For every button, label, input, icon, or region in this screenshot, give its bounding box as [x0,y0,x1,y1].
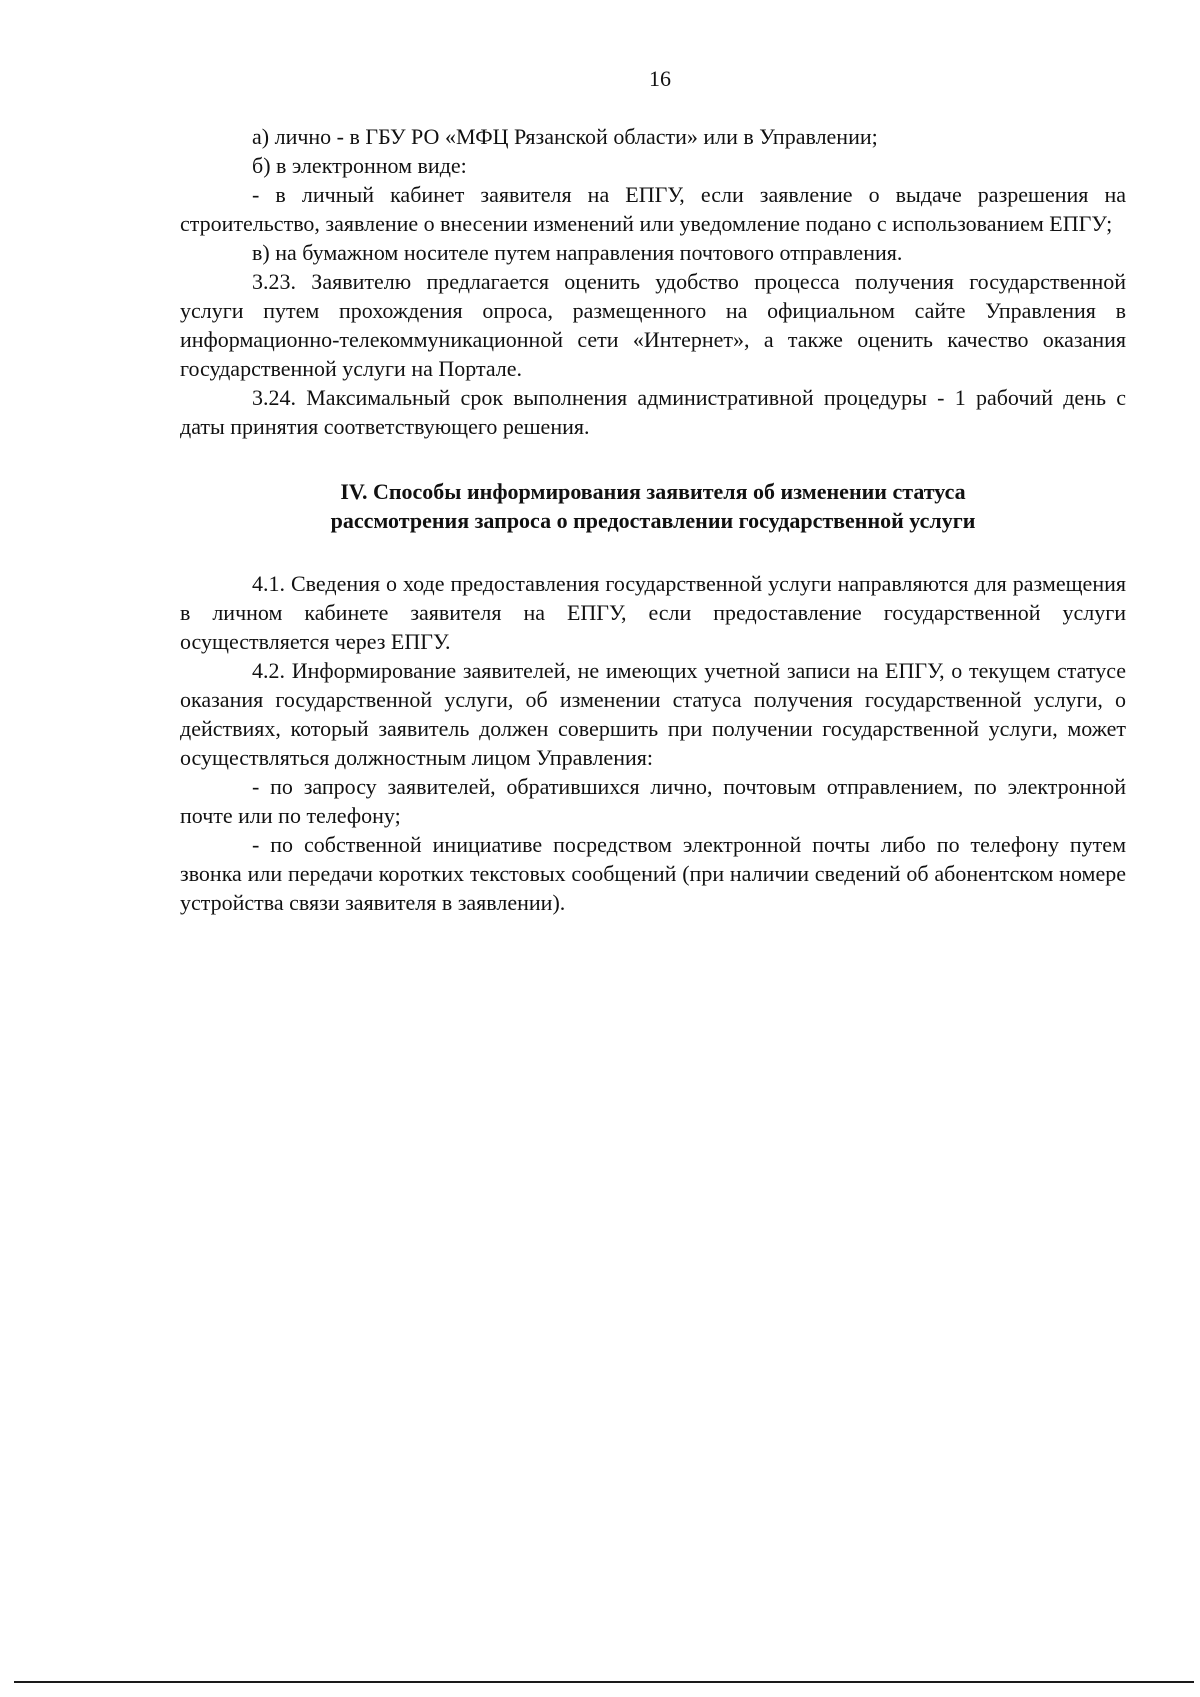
section-heading-line-1: IV. Способы информирования заявителя об изменении статуса [340,479,966,504]
paragraph-personal-delivery: а) лично - в ГБУ РО «МФЦ Рязанской области» или в Управлении; [252,124,878,149]
paragraph-electronic-form: б) в электронном виде: [252,153,467,178]
bottom-divider [14,1681,1194,1683]
page-number: 16 [649,66,671,91]
paragraph-paper-delivery: в) на бумажном носителе путем направления почтового отправления. [252,240,903,265]
paragraph-on-request: - по запросу заявителей, обратившихся лично, почтовым отправлением, по электронной почте или по телефону; [180,774,1126,828]
paragraph-3-23: 3.23. Заявителю предлагается оценить удобство процесса получения государственной услуги путем прохождения опроса, размещенного на официальном сайте Управления в информационно-телекоммуникационной сети «Интернет», а также оценить качество оказания государственной услуги на Портале. [180,269,1126,381]
document-body [180,122,1126,917]
section-heading [180,477,1126,535]
paragraph-3-24: 3.24. Максимальный срок выполнения административной процедуры - 1 рабочий день с даты принятия соответствующего решения. [180,385,1126,439]
paragraph-personal-account: - в личный кабинет заявителя на ЕПГУ, если заявление о выдаче разрешения на строительство, заявление о внесении изменений или уведомление подано с использованием ЕПГУ; [180,182,1126,236]
paragraph-4-1: 4.1. Сведения о ходе предоставления государственной услуги направляются для размещения в личном кабинете заявителя на ЕПГУ, если предоставление государственной услуги осуществляется через ЕПГУ. [180,571,1126,654]
paragraph-4-2: 4.2. Информирование заявителей, не имеющих учетной записи на ЕПГУ, о текущем статусе оказания государственной услуги, об изменении статуса получения государственной услуги, о действиях, который заявитель должен совершить при получении государственной услуги, может осуществляться должностным лицом Управления: [180,658,1126,770]
paragraph-own-initiative: - по собственной инициативе посредством электронной почты либо по телефону путем звонка или передачи коротких текстовых сообщений (при наличии сведений об абонентском номере устройства связи заявителя в заявлении). [180,832,1126,915]
section-heading-line-2: рассмотрения запроса о предоставлении государственной услуги [330,508,976,533]
